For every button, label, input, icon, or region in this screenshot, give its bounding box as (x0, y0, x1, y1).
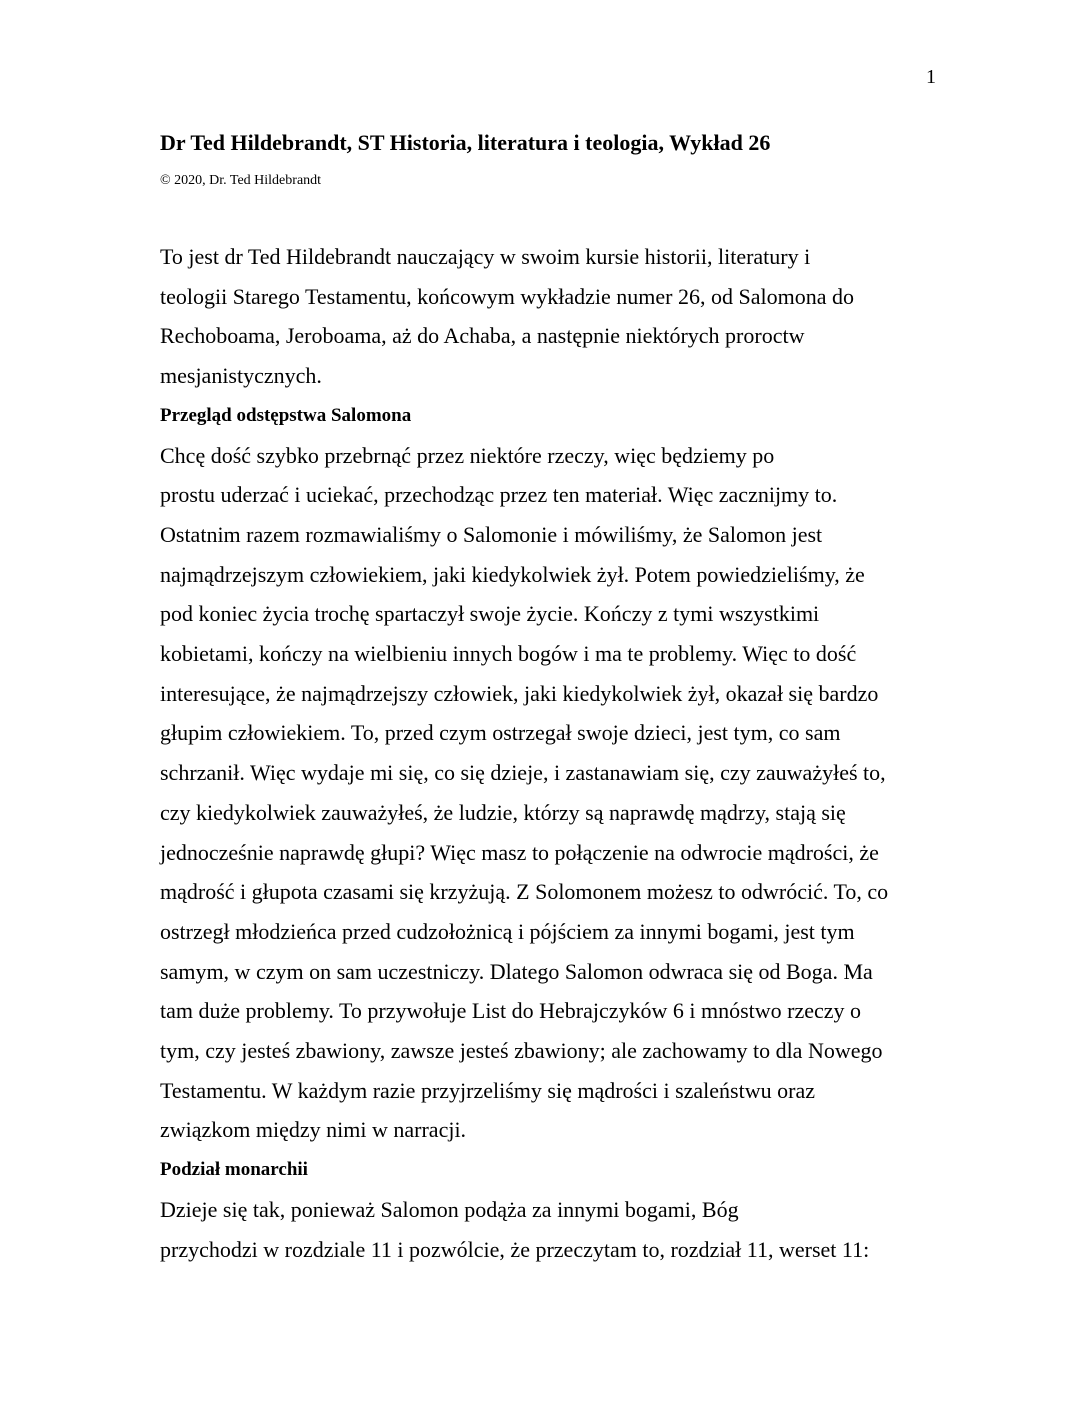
document-body (160, 237, 940, 1269)
document-title: Dr Ted Hildebrandt, ST Historia, literatura i teologia, Wykład 26 (160, 130, 771, 155)
apostasy-paragraph: Chcę dość szybko przebrnąć przez niektóre rzeczy, więc będziemy po prostu uderzać i uciekać, przechodząc przez ten materiał. Więc zacznijmy to. Ostatnim razem rozmawialiśmy o Salomonie i mówiliśmy, że Salomon jest najmądrzejszym człowiekiem, jaki kiedykolwiek żył. Potem powiedzieliśmy, że pod koniec życia trochę spartaczył swoje życie. Kończy z tymi wszystkimi kobietami, kończy na wielbieniu innych bogów i ma te problemy. Więc to dość interesujące, że najmądrzejszy człowiek, jaki kiedykolwiek żył, okazał się bardzo głupim człowiekiem. To, przed czym ostrzegał swoje dzieci, jest tym, co sam schrzanił. Więc wydaje mi się, co się dzieje, i zastanawiam się, czy zauważyłeś to, czy kiedykolwiek zauważyłeś, że ludzie, którzy są naprawdę mądrzy, stają się jednocześnie naprawdę głupi? Więc masz to połączenie na odwrocie mądrości, że mądrość i głupota czasami się krzyżują. Z Solomonem możesz to odwrócić. To, co ostrzegł młodzieńca przed cudzołożnicą i pójściem za innymi bogami, jest tym samym, w czym on sam uczestniczy. Dlatego Salomon odwraca się od Boga. Ma tam duże problemy. To przywołuje List do Hebrajczyków 6 i mnóstwo rzeczy o tym, czy jesteś zbawiony, zawsze jesteś zbawiony; ale zachowamy to dla Nowego Testamentu. W każdym razie przyjrzeliśmy się mądrości i szaleństwu oraz związkom między nimi w narracji. (160, 442, 889, 1143)
section-heading-division: Podział monarchii (160, 1159, 308, 1181)
intro-paragraph: To jest dr Ted Hildebrandt nauczający w swoim kursie historii, literatury i teologii Starego Testamentu, końcowym wykładzie numer 26, od Salomona do Rechoboama, Jeroboama, aż do Achaba, a następnie niektórych proroctw mesjanistycznych. (160, 244, 854, 389)
copyright-notice: © 2020, Dr. Ted Hildebrandt (160, 173, 322, 188)
division-paragraph: Dzieje się tak, ponieważ Salomon podąża za innymi bogami, Bóg przychodzi w rozdziale 11 i pozwólcie, że przeczytam to, rozdział 11, werset 11: (160, 1196, 870, 1262)
section-heading-apostasy: Przegląd odstępstwa Salomona (160, 404, 412, 426)
page-number: 1 (926, 66, 936, 88)
